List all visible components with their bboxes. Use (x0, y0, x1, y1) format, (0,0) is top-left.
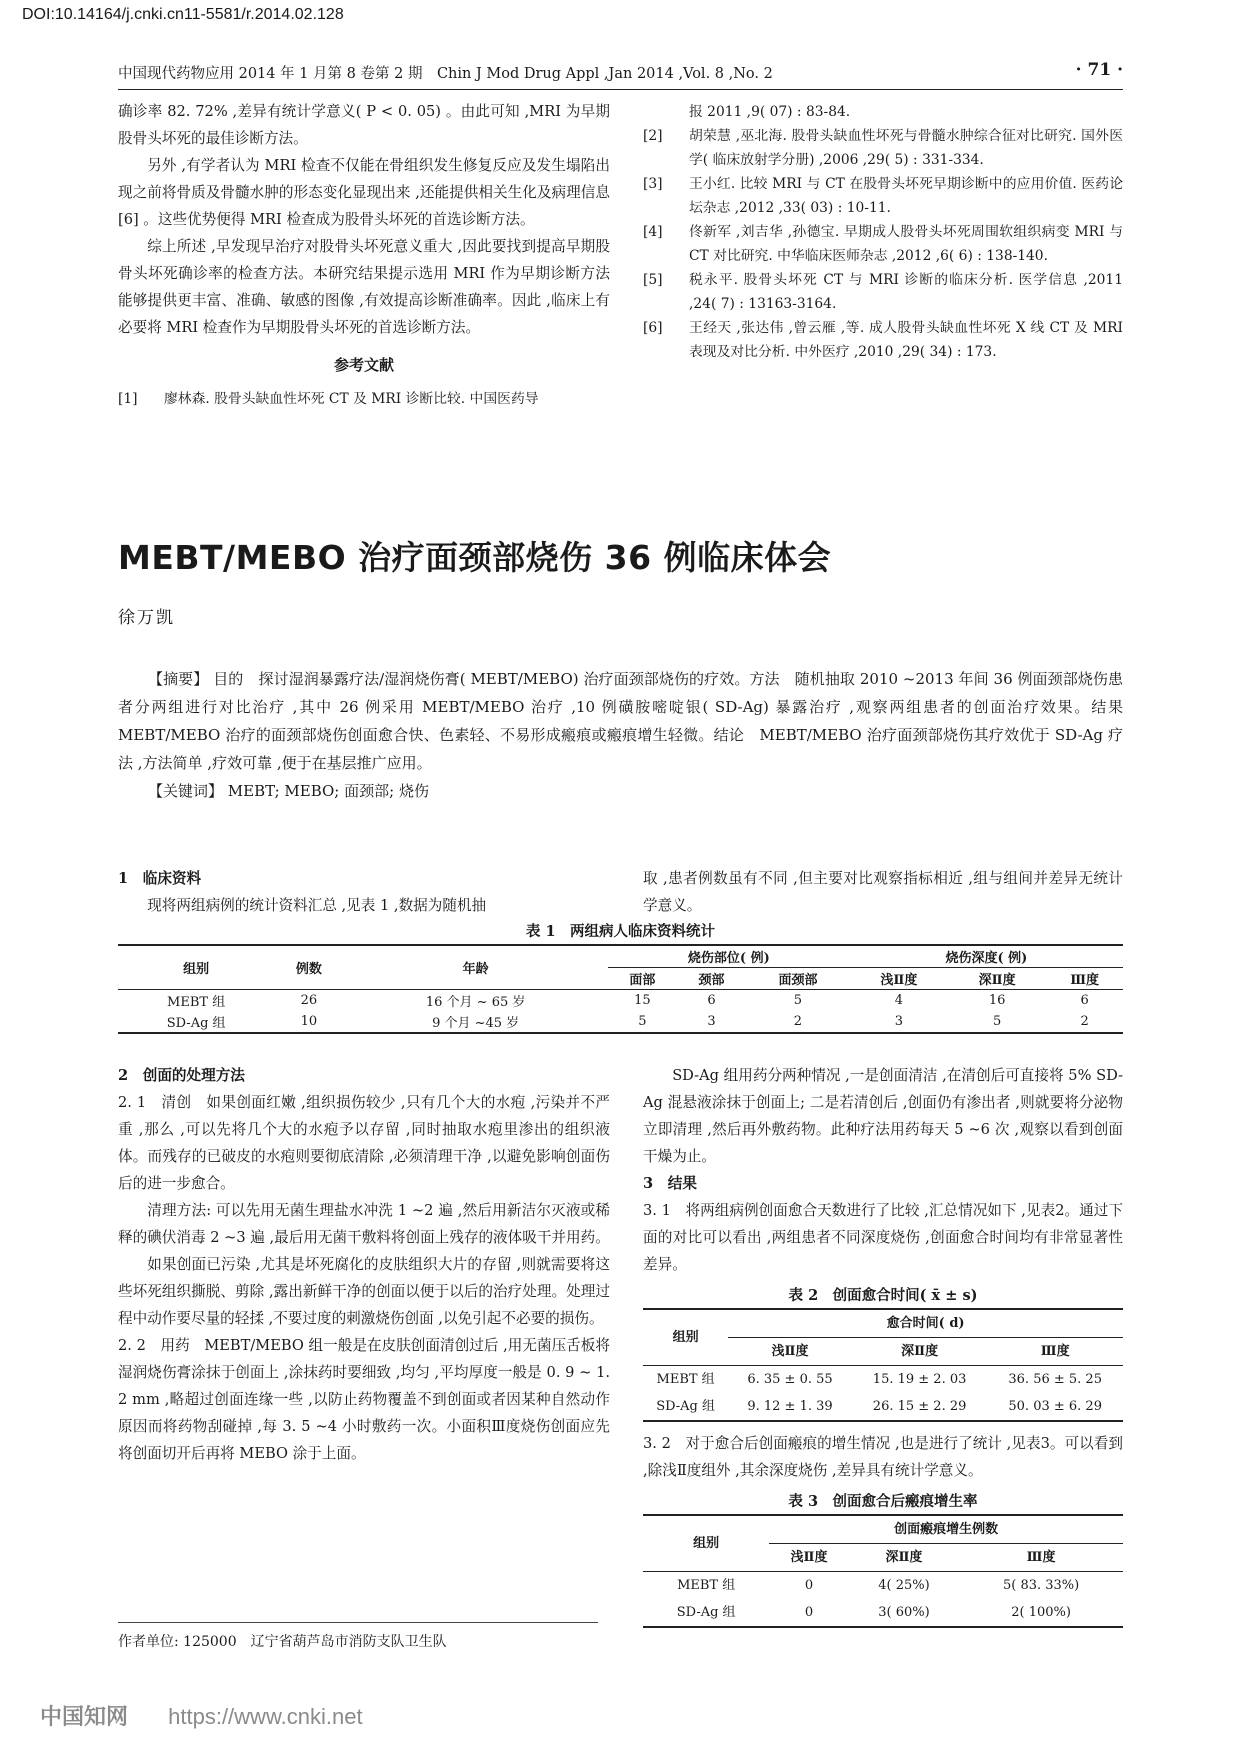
reference-item (643, 100, 1123, 124)
reference-number: [5] (643, 272, 663, 288)
table-cell: 5 (793, 993, 803, 1008)
table-header: 例数 (295, 962, 322, 977)
table-subheader: 浅Ⅱ度 (771, 1344, 809, 1359)
table-subheader: 深Ⅱ度 (901, 1344, 939, 1359)
table-cell: SD-Ag 组 (676, 1605, 736, 1620)
section-heading: 2 创面的处理方法 (118, 1067, 245, 1084)
reference-text: 税永平. 股骨头坏死 CT 与 MRI 诊断的临床分析. 医学信息 ,2011 ,24( 7) : 13163-3164. (689, 272, 1123, 312)
section2-left (118, 1062, 610, 1467)
reference-item (643, 268, 1123, 316)
body-paragraph: 3. 2 对于愈合后创面瘢痕的增生情况 ,也是进行了统计 ,见表3。可以看到 ,除浅Ⅱ度组外 ,其余深度烧伤 ,差异具有统计学意义。 (643, 1435, 1123, 1479)
reference-item (643, 172, 1123, 220)
reference-text: 廖林森. 股骨头缺血性坏死 CT 及 MRI 诊断比较. 中国医药导 (164, 391, 539, 407)
table-cell: 5 (992, 1014, 1002, 1029)
table-row (643, 1572, 1123, 1600)
table-caption: 表 1 两组病人临床资料统计 (525, 923, 716, 940)
body-paragraph: 2. 1 清创 如果创面红嫩 ,组织损伤较少 ,只有几个大的水疱 ,污染并不严重 ,那么 ,可以先将几个大的水疱予以存留 ,同时抽取水疱里渗出的组织液体。而残存的已破皮的水疱则要彻底清除 ,必须清理干净 ,以避免影响创面伤后的进一步愈合。 (118, 1094, 610, 1192)
table-cell: 15 (634, 993, 651, 1008)
prev-paragraph: 确诊率 82. 72% ,差异有统计学意义( P < 0. 05) 。由此可知 ,MRI 为早期股骨头坏死的最佳诊断方法。 (118, 103, 610, 147)
watermark-url: https://www.cnki.net (168, 1704, 363, 1729)
table-subheader: 深Ⅱ度 (978, 973, 1016, 988)
prev-article-left-column (118, 98, 610, 411)
table-cell: 10 (300, 1014, 318, 1029)
doi-line: DOI:10.14164/j.cnki.cn11-5581/r.2014.02.128 (22, 6, 344, 23)
keywords: 【关键词】 MEBT; MEBO; 面颈部; 烧伤 (148, 782, 429, 800)
table-cell: SD-Ag 组 (656, 1399, 715, 1414)
table-subheader: 浅Ⅱ度 (880, 973, 918, 988)
body-paragraph: 现将两组病例的统计资料汇总 ,见表 1 ,数据为随机抽 (147, 897, 487, 914)
table-cell: 16 个月 ~ 65 岁 (425, 995, 526, 1010)
table-cell: MEBT 组 (167, 995, 226, 1010)
reference-number (643, 100, 689, 124)
table-subheader: Ⅲ度 (1070, 973, 1100, 988)
table-cell: 4 (894, 993, 904, 1008)
reference-item (643, 220, 1123, 268)
table-cell: 36. 56 ± 5. 25 (1008, 1372, 1102, 1387)
reference-text: 佟新军 ,刘吉华 ,孙德宝. 早期成人股骨头坏死周围软组织病变 MRI 与 CT 对比研究. 中华临床医师杂志 ,2012 ,6( 6) : 138-140. (689, 224, 1123, 264)
reference-number: [3] (643, 176, 663, 192)
table-cell: 0 (804, 1605, 814, 1620)
table1 (118, 920, 1123, 1034)
references-title: 参考文献 (333, 356, 394, 374)
cnki-watermark (40, 1700, 363, 1731)
table3 (643, 1490, 1123, 1628)
table-subheader: 面部 (629, 973, 656, 988)
table-subheader: 深Ⅱ度 (885, 1550, 923, 1565)
table-header: 创面瘢痕增生例数 (769, 1515, 1123, 1544)
table-cell: 6 (1080, 993, 1089, 1008)
reference-text: 胡荣慧 ,巫北海. 股骨头缺血性坏死与骨髓水肿综合征对比研究. 国外医学( 临床放射学分册) ,2006 ,29( 5) : 331-334. (689, 128, 1123, 168)
table-cell: 26. 15 ± 2. 29 (872, 1399, 967, 1414)
table-cell: 3 (707, 1014, 716, 1029)
section-heading: 1 临床资料 (118, 870, 202, 887)
section-heading: 3 结果 (643, 1175, 697, 1192)
author-affiliation: 作者单位: 125000 辽宁省葫芦岛市消防支队卫生队 (118, 1622, 598, 1651)
body-paragraph: SD-Ag 组用药分两种情况 ,一是创面清洁 ,在清创后可直接将 5% SD-Ag 混悬液涂抹于创面上; 二是若清创后 ,创面仍有渗出者 ,则就要将分泌物立即清理 ,然后再外敷药物。此种疗法用药每天 5 ~6 次 ,观察以看到创面干燥为止。 (643, 1067, 1123, 1165)
table-cell: 2 (1080, 1014, 1089, 1029)
table-cell: SD-Ag 组 (166, 1016, 226, 1031)
table-subheader: 颈部 (698, 973, 725, 988)
journal-citation: 中国现代药物应用 2014 年 1 月第 8 卷第 2 期 Chin J Mod Drug Appl ,Jan 2014 ,Vol. 8 ,No. 2 (118, 66, 773, 82)
table-subheader: 面颈部 (778, 973, 818, 988)
reference-text: 王经天 ,张达伟 ,曾云雁 ,等. 成人股骨头缺血性坏死 X 线 CT 及 MRI 表现及对比分析. 中外医疗 ,2010 ,29( 34) : 173. (689, 320, 1123, 360)
reference-text: 报 2011 ,9( 07) : 83-84. (689, 104, 851, 120)
table-cell: 9 个月 ~45 岁 (432, 1016, 520, 1031)
table-cell: 26 (300, 993, 318, 1008)
table-cell: 50. 03 ± 6. 29 (1008, 1399, 1102, 1414)
table-cell: 5( 83. 33%) (1002, 1578, 1080, 1593)
reference-number: [4] (643, 224, 663, 240)
table1-grid (118, 944, 1123, 1034)
abstract-text: 【摘要】 目的 探讨湿润暴露疗法/湿润烧伤膏( MEBT/MEBO) 治疗面颈部烧伤的疗效。方法 随机抽取 2010 ~2013 年间 36 例面颈部烧伤患者分两组进行对比治疗 ,其中 26 例采用 MEBT/MEBO 治疗 ,10 例磺胺嘧啶银( SD-Ag) 暴露治疗 ,观察两组患者的创面治疗效果。结果 MEBT/MEBO 治疗的面颈部烧伤创面愈合快、色素轻、不易形成瘢痕或瘢痕增生轻微。结论 MEBT/MEBO 治疗面颈部烧伤其疗效优于 SD-Ag 疗法 ,方法简单 ,疗效可靠 ,便于在基层推广应用。 (118, 670, 1139, 772)
reference-number: [6] (643, 320, 663, 336)
table-row (118, 1011, 1123, 1033)
table-header: 组别 (672, 1330, 699, 1345)
table-caption: 表 2 创面愈合时间( x̄ ± s) (788, 1287, 978, 1304)
section2-right (643, 1062, 1123, 1628)
body-paragraph: 清理方法: 可以先用无菌生理盐水冲洗 1 ~2 遍 ,然后用新洁尔灭液或稀释的碘伏消毒 2 ~3 遍 ,最后用无菌干敷料将创面上残存的液体吸干并用药。 (118, 1202, 610, 1246)
table-row (643, 1393, 1123, 1421)
reference-item (643, 316, 1123, 364)
table-header: 组别 (693, 1536, 720, 1551)
running-header (118, 62, 1123, 90)
table-subheader: 浅Ⅱ度 (790, 1550, 828, 1565)
body-paragraph: 如果创面已污染 ,尤其是坏死腐化的皮肤组织大片的存留 ,则就需要将这些坏死组织撕脱、剪除 ,露出新鲜干净的创面以便于以后的治疗处理。处理过程中动作要尽量的轻揉 ,不要过度的刺激烧伤创面 ,以免引起不必要的损伤。 (118, 1256, 610, 1327)
table-header: 烧伤深度( 例) (850, 945, 1123, 968)
table-header: 组别 (183, 962, 210, 977)
prev-paragraph: 另外 ,有学者认为 MRI 检查不仅能在骨组织发生修复反应及发生塌陷出现之前将骨质及骨髓水肿的形态变化显现出来 ,还能提供相关生化及病理信息[6] 。这些优势便得 MRI 检查成为股骨头坏死的首选诊断方法。 (118, 157, 610, 228)
table-subheader: Ⅲ度 (1040, 1344, 1070, 1359)
reference-number: [1] (118, 391, 138, 407)
article-title: MEBT/MEBO 治疗面颈部烧伤 36 例临床体会 (118, 538, 832, 577)
table-cell: 3 (894, 1014, 904, 1029)
table-cell: MEBT 组 (677, 1578, 736, 1593)
table-subheader: Ⅲ度 (1026, 1550, 1056, 1565)
page-number: · 71 · (1075, 60, 1123, 80)
table-caption: 表 3 创面愈合后瘢痕增生率 (788, 1493, 978, 1510)
table-cell: MEBT 组 (656, 1372, 715, 1387)
article-author: 徐万凯 (118, 608, 175, 628)
table-cell: 16 (988, 993, 1006, 1008)
table-cell: 15. 19 ± 2. 03 (872, 1372, 967, 1387)
reference-text: 王小红. 比较 MRI 与 CT 在股骨头坏死早期诊断中的应用价值. 医药论坛杂志 ,2012 ,33( 03) : 10-11. (689, 176, 1123, 216)
table-header: 年龄 (462, 962, 489, 977)
prev-article-right-column (643, 100, 1123, 364)
table-cell: 9. 12 ± 1. 39 (747, 1399, 833, 1414)
table-cell: 0 (804, 1578, 814, 1593)
table-cell: 4( 25%) (878, 1578, 930, 1593)
prev-paragraph: 综上所述 ,早发现早治疗对股骨头坏死意义重大 ,因此要找到提高早期股骨头坏死确诊率的检查方法。本研究结果提示选用 MRI 作为早期诊断方法能够提供更丰富、准确、敏感的图像 ,有效提高诊断准确率。因此 ,临床上有必要将 MRI 检查作为早期股骨头坏死的首选诊断方法。 (118, 238, 610, 336)
table-header: 烧伤部位( 例) (608, 945, 850, 968)
abstract-block (118, 665, 1139, 805)
section1-right (643, 865, 1123, 919)
table-cell: 6. 35 ± 0. 55 (747, 1372, 833, 1387)
table-cell: 2( 100%) (1011, 1605, 1071, 1620)
table-cell: 3( 60%) (878, 1605, 930, 1620)
table2-grid (643, 1308, 1123, 1422)
table-row (643, 1599, 1123, 1627)
reference-item (643, 124, 1123, 172)
reference-number: [2] (643, 128, 663, 144)
table2 (643, 1284, 1123, 1422)
reference-item (118, 387, 610, 411)
table-cell: 5 (638, 1014, 647, 1029)
table-row (118, 990, 1123, 1012)
table-cell: 6 (707, 993, 716, 1008)
body-paragraph: 3. 1 将两组病例创面愈合天数进行了比较 ,汇总情况如下 ,见表2。通过下面的对比可以看出 ,两组患者不同深度烧伤 ,创面愈合时间均有非常显著性差异。 (643, 1202, 1123, 1273)
section1-left (118, 865, 610, 919)
table-row (643, 1366, 1123, 1394)
watermark-site-name: 中国知网 (40, 1704, 129, 1729)
table-header: 愈合时间( d) (728, 1309, 1123, 1338)
table3-grid (643, 1514, 1123, 1628)
table-cell: 2 (793, 1014, 803, 1029)
body-paragraph: 2. 2 用药 MEBT/MEBO 组一般是在皮肤创面清创过后 ,用无菌压舌板将湿润烧伤膏涂抹于创面上 ,涂抹药时要细致 ,均匀 ,平均厚度一般是 0. 9 ~ 1. 2 mm ,略超过创面连缘一些 ,以防止药物覆盖不到创面或者因某种自然动作原因而将药物刮碰掉 ,每 3. 5 ~4 小时敷药一次。小面积Ⅲ度烧伤创面应先将创面切开后再将 MEBO 涂于上面。 (118, 1337, 610, 1462)
body-paragraph: 取 ,患者例数虽有不同 ,但主要对比观察指标相近 ,组与组间并差异无统计学意义。 (643, 870, 1123, 914)
